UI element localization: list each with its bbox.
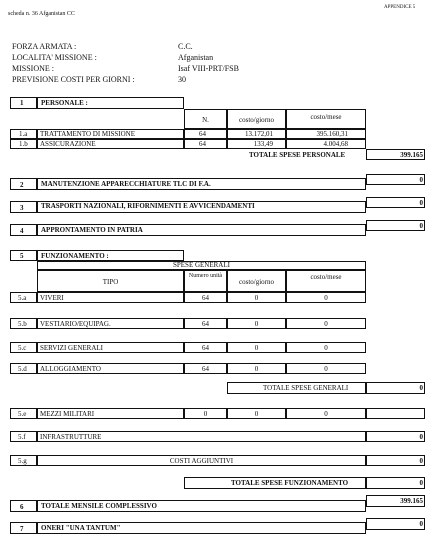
total-personale-value: 399.165 [400, 151, 423, 159]
col-day-header: costo/giorno [239, 278, 274, 286]
row-month: 395.160,31 [316, 130, 348, 138]
row-label: ALLOGGIAMENTO [40, 365, 101, 373]
row-n: 64 [202, 344, 209, 352]
section-6-number: 6 [20, 503, 24, 511]
row-day: 0 [254, 365, 259, 373]
section-2-number: 2 [20, 181, 24, 189]
row-n: 64 [199, 140, 206, 148]
row-label: MEZZI MILITARI [40, 410, 95, 418]
total-personale-label: TOTALE SPESE PERSONALE [249, 151, 346, 159]
row-label: ASSICURAZIONE [40, 140, 96, 148]
info-label-localita: LOCALITA' MISSIONE : [12, 53, 97, 62]
total-generali-value: 0 [419, 384, 423, 392]
col-day-header: costo/giorno [239, 116, 274, 124]
row-n: 64 [202, 320, 209, 328]
total-funzionamento-value: 0 [419, 479, 423, 487]
total-generali-label: TOTALE SPESE GENERALI [263, 384, 349, 392]
section-4-number: 4 [20, 227, 24, 235]
row-code: 5.b [18, 320, 27, 328]
section-5-number: 5 [20, 252, 24, 260]
row-month: 0 [324, 294, 328, 302]
section-5g-value: 0 [419, 457, 423, 465]
col-numero-header: Numero unità [188, 273, 223, 279]
section-3-value: 0 [419, 199, 423, 207]
section-7-title: ONERI "UNA TANTUM" [41, 524, 121, 532]
total-funzionamento-label: TOTALE SPESE FUNZIONAMENTO [231, 479, 349, 487]
section-6-value: 399.165 [400, 497, 423, 505]
row-n: 64 [202, 365, 209, 373]
row-n: 64 [199, 130, 206, 138]
section-4-value: 0 [419, 222, 423, 230]
section-7-value: 0 [419, 520, 423, 528]
info-label-giorni: PREVISIONE COSTI PER GIORNI : [12, 75, 135, 84]
row-day: 133,49 [253, 140, 273, 148]
row-month: 0 [324, 410, 328, 418]
row-code: 5.f [18, 433, 26, 441]
row-code: 5.d [18, 365, 27, 373]
row-code: 1.a [19, 130, 28, 138]
row-code: 5.a [18, 294, 27, 302]
row-label: SERVIZI GENERALI [40, 344, 104, 352]
row-day: 0 [254, 344, 259, 352]
info-label-missione: MISSIONE : [12, 64, 55, 73]
sheet-label: scheda n. 36 Afganistan CC [8, 11, 75, 17]
section-5-title: FUNZIONAMENTO : [41, 252, 109, 260]
info-label-forza: FORZA ARMATA : [12, 42, 77, 51]
col-n-header: N. [202, 116, 209, 124]
section-2-value: 0 [419, 176, 423, 184]
row-day: 13.172,01 [245, 130, 273, 138]
section-2-title: MANUTENZIONE APPARECCHIATURE TLC DI F.A. [41, 180, 211, 188]
info-value-forza: C.C. [178, 42, 193, 51]
section-1-title: PERSONALE : [41, 99, 88, 107]
col-month-header: costo/mese [310, 113, 342, 121]
row-day: 0 [254, 320, 259, 328]
row-month: 4.004,68 [323, 140, 348, 148]
section-3-title: TRASPORTI NAZIONALI, RIFORNIMENTI E AVVICENDAMENTI [41, 202, 255, 210]
row-month: 0 [324, 344, 328, 352]
col-month-header: costo/mese [310, 273, 342, 281]
row-n: 64 [202, 294, 209, 302]
row-label: VIVERI [40, 294, 64, 302]
row-label: VESTIARIO/EQUIPAG. [40, 320, 111, 328]
appendix-label: APPENDICE 5 [384, 5, 416, 10]
section-1-number: 1 [20, 99, 24, 107]
section-6-title: TOTALE MENSILE COMPLESSIVO [41, 502, 157, 510]
value-cell [366, 408, 425, 419]
row-code: 1.b [19, 140, 28, 148]
row-n: 0 [203, 410, 208, 418]
info-value-giorni: 30 [178, 75, 186, 84]
row-label: INFRASTRUTTURE [40, 433, 102, 441]
section-4-title: APPRONTAMENTO IN PATRIA [41, 226, 143, 234]
row-label: TRATTAMENTO DI MISSIONE [40, 130, 135, 138]
info-value-missione: Isaf VIII-PRT/FSB [178, 64, 239, 73]
row-month: 0 [324, 320, 328, 328]
section-3-number: 3 [20, 204, 24, 212]
row-day: 0 [254, 410, 259, 418]
row-code: 5.g [18, 457, 27, 465]
row-month: 0 [324, 365, 328, 373]
row-label: COSTI AGGIUNTIVI [169, 457, 234, 465]
row-code: 5.e [18, 410, 27, 418]
col-tipo-header: TIPO [102, 278, 119, 286]
section-7-number: 7 [20, 525, 24, 533]
row-day: 0 [254, 294, 259, 302]
row-code: 5.c [18, 344, 27, 352]
section-5f-value: 0 [419, 433, 423, 441]
info-value-localita: Afganistan [178, 53, 214, 62]
spese-generali-subtitle: SPESE GENERALI [173, 261, 230, 269]
